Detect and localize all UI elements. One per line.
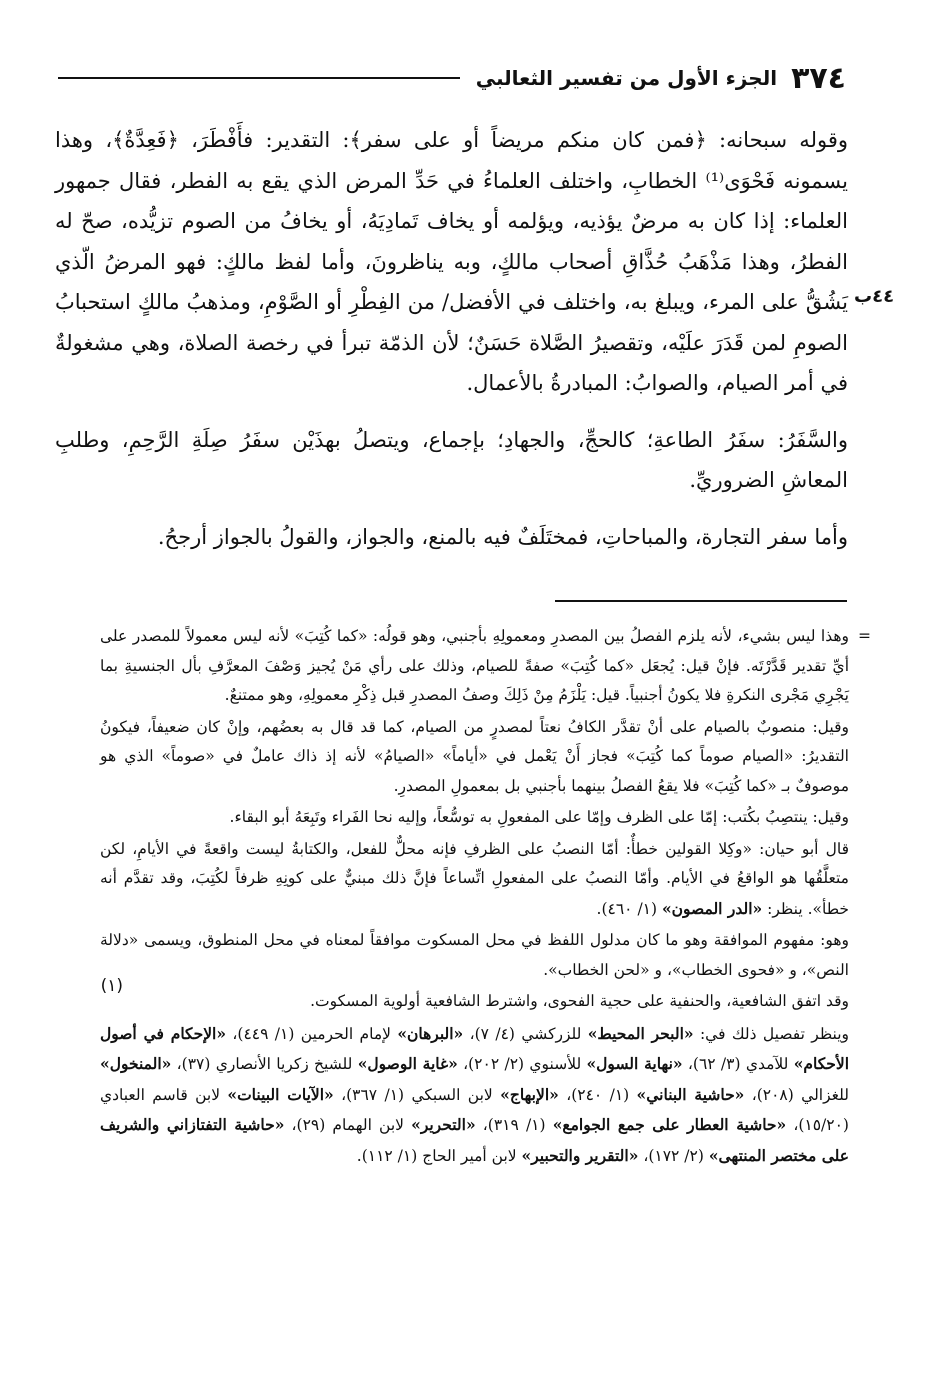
footnote-separator [555, 600, 847, 602]
reference-title: «المنخول» [100, 1054, 172, 1073]
source-title: «الدر المصون» [661, 898, 763, 918]
footnote-continuation-4-ref: (١/ ٤٦٠). [596, 899, 662, 918]
footnote-continuation-1-text: وهذا ليس بشيء، لأنه يلزم الفصلُ بين المصدرِ ومعمولِهِ بأجنبي، وهو قولُه: «كما كُتِبَ» لأنه ليس معمولاً للمصدر على أيِّ تقدير قَدَّرْتَه. فإنْ قيل: يُجعَل «كما كُتِبَ» صفةً للصيام، وذلك على رأي مَنْ يُجيز وَصْفَ المعرَّفِ بأل الجنسيةِ بما يَجْرِي مَجْرى النكرةِ فلا يكونُ أجنبياً. قيل: يَلْزَمُ مِنْ ذَلِكَ وصفُ المصدرِ قبل ذِكْرِ معمولِهِ، وهو ممتنعٌ. [100, 627, 849, 704]
reference-detail: (١/ ٣١٩)، [475, 1116, 553, 1134]
reference-title: «البرهان» [397, 1023, 464, 1043]
reference-detail: (٢/ ١٧٢)، [638, 1146, 709, 1165]
reference-detail: (١/ ٢٤٠)، [558, 1085, 637, 1104]
main-paragraph-2: والسَّفَرُ: سفَرُ الطاعةِ؛ كالحجِّ، والجهادِ؛ بإجماع، ويتصلُ بهذَيْن سفَرُ صِلَةِ الرَّحِمِ، وطلبِ المعاشِ الضروريِّ. [55, 427, 848, 492]
header-rule [58, 77, 460, 79]
reference-detail: للغزالي (٢٠٨)، [744, 1085, 849, 1104]
main-paragraph-1: وقوله سبحانه: ﴿فمن كان منكم مريضاً أو على سفر﴾: التقدير: فأَفْطَرَ، ﴿فَعِدَّةٌ﴾، وهذا يسمونه فَحْوَى⁽¹⁾ الخطابِ، واختلف العلماءُ في حَدِّ المرض الذي يقع به الفطر، فقال جمهور العلماء: إذا كان به مرضٌ يؤذيه، ويؤلمه أو يخاف تَمادِيَهُ، أو يخافُ من الصوم تزيُّده، صحّ له الفطرُ، وهذا مَذْهَبُ حُذَّاقِ أصحاب مالكٍ، وبه يناظرونَ، وأما لفظ مالكٍ: فهو المرضُ الّذي يَشُقُّ على المرء، ويبلغ به، واختلف في الأفضل/ من الفِطْرِ أو الصَّوْمِ، ومذهبُ مالكٍ استحبابُ الصومِ لمن قَدَرَ علَيْه، وتقصيرُ الصَّلاة حَسَنٌ؛ لأن الذمّة تبرأ في رخصة الصلاة، وهي مشغولةٌ في أمر الصيام، والصوابُ: المبادرةُ بالأعمال. [55, 128, 848, 395]
reference-title: «حاشية التفتازاني والشريف على مختصر المنتهى» [100, 1115, 849, 1165]
footnote-continuation-4 [100, 835, 849, 925]
footnote-continuation-1 [100, 622, 871, 711]
continuation-marker: = [858, 627, 871, 645]
page-number: ٣٧٤ [791, 60, 846, 96]
page-header [58, 58, 846, 98]
footnote-continuation-4-text: قال أبو حيان: «وكِلا القولين خطأٌ: أمّا النصبُ على الظرفِ فإنه محلٌّ للفعل، والكتابةُ ليست واقعةً في الأيامِ، لكن متعلَّقُها هو الواقعُ في الأيام. وأمّا النصبُ على المفعولِ اتِّساعاً فإنَّ ذلك مبنيٌّ على كونِهِ ظرفاً لكُتِبَ، وقد تقدَّم أنه خطأ». ينظر: [100, 839, 849, 918]
manuscript-folio-note: ٤٤ب [854, 286, 895, 307]
reference-detail: للأسنوي (٢/ ٢٠٢)، [457, 1055, 587, 1073]
reference-title: «غاية الوصول» [357, 1054, 458, 1073]
reference-detail: لابن قاسم العبادي (١٥/٢٠)، [100, 1085, 849, 1134]
reference-detail: للشيخ زكريا الأنصاري (٣٧)، [171, 1055, 358, 1073]
footnotes [100, 622, 871, 1173]
reference-title: «الآيات البينات» [227, 1084, 334, 1104]
reference-title: «حاشية العطار على جمع الجوامع» [552, 1115, 787, 1134]
reference-title: «الإحكام في أصول الأحكام» [100, 1023, 849, 1073]
reference-detail: للزركشي (٤/ ٧)، [463, 1024, 588, 1043]
reference-title: «حاشية البناني» [636, 1084, 745, 1104]
reference-detail: لابن أمير الحاج (١/ ١١٢). [356, 1146, 522, 1165]
footnote-1-references [100, 1019, 849, 1172]
reference-title: «نهاية السول» [586, 1054, 683, 1073]
footnote-1-number: (١) [100, 976, 123, 996]
reference-detail: وينظر تفصيل ذلك في: [693, 1024, 850, 1043]
footnote-1-paragraph-1: وهو: مفهوم الموافقة وهو ما كان مدلول اللفظ في محل المسكوت موافقاً لمعناه في محل المنطوق، ويسمى «دلالة النص»، و «فحوى الخطاب»، و «لحن الخطاب». [100, 931, 849, 979]
main-text [55, 120, 848, 557]
footnote-continuation-3: وقيل: ينتصِبُ بكُتب: إمّا على الظرف وإمّا على المفعولِ به توسُّعاً، وإليه نحا الفَراء وتَبِعَهُ أبو البقاء. [229, 808, 849, 826]
reference-title: «البحر المحيط» [587, 1023, 694, 1043]
reference-detail: لإمام الحرمين (١/ ٤٤٩)، [226, 1024, 398, 1043]
footnote-continuation-2: وقيل: منصوبٌ بالصيام على أنْ تقدَّر الكافُ نعتاً لمصدرٍ من الصيام، كما قد قال به بعضُهم، وإنْ كان ضعيفاً، فيكونُ التقديرُ: «الصيام صوماً كما كُتِبَ» فجاز أَنْ يَعْمل في «أياماً» «الصيامُ» لأنه إذ ذاك عاملٌ في «صوماً» الذي هو موصوفٌ بـ «كما كُتِبَ» فلا يقعُ الفصلُ بينهما بأجنبي بل بمعمولِ المصدرِ. [100, 717, 849, 795]
running-title: الجزء الأول من تفسير الثعالبي [475, 66, 778, 90]
footnote-1-paragraph-2: وقد اتفق الشافعية، والحنفية على حجية الفحوى، واشترط الشافعية أولوية المسكوت. [310, 992, 849, 1010]
reference-detail: لابن السبكي (١/ ٣٦٧)، [333, 1085, 501, 1104]
reference-title: «التحرير» [411, 1115, 476, 1134]
reference-detail: لابن الهمام (٢٩)، [284, 1116, 412, 1134]
reference-detail: للآمدي (٣/ ٦٢)، [682, 1055, 794, 1073]
reference-title: «التقرير والتحبير» [521, 1145, 639, 1165]
main-paragraph-3: وأما سفر التجارة، والمباحاتِ، فمختَلَفٌ فيه بالمنع، والجواز، والقولُ بالجواز أرجحُ. [157, 524, 848, 549]
reference-title: «الإبهاج» [500, 1084, 559, 1104]
